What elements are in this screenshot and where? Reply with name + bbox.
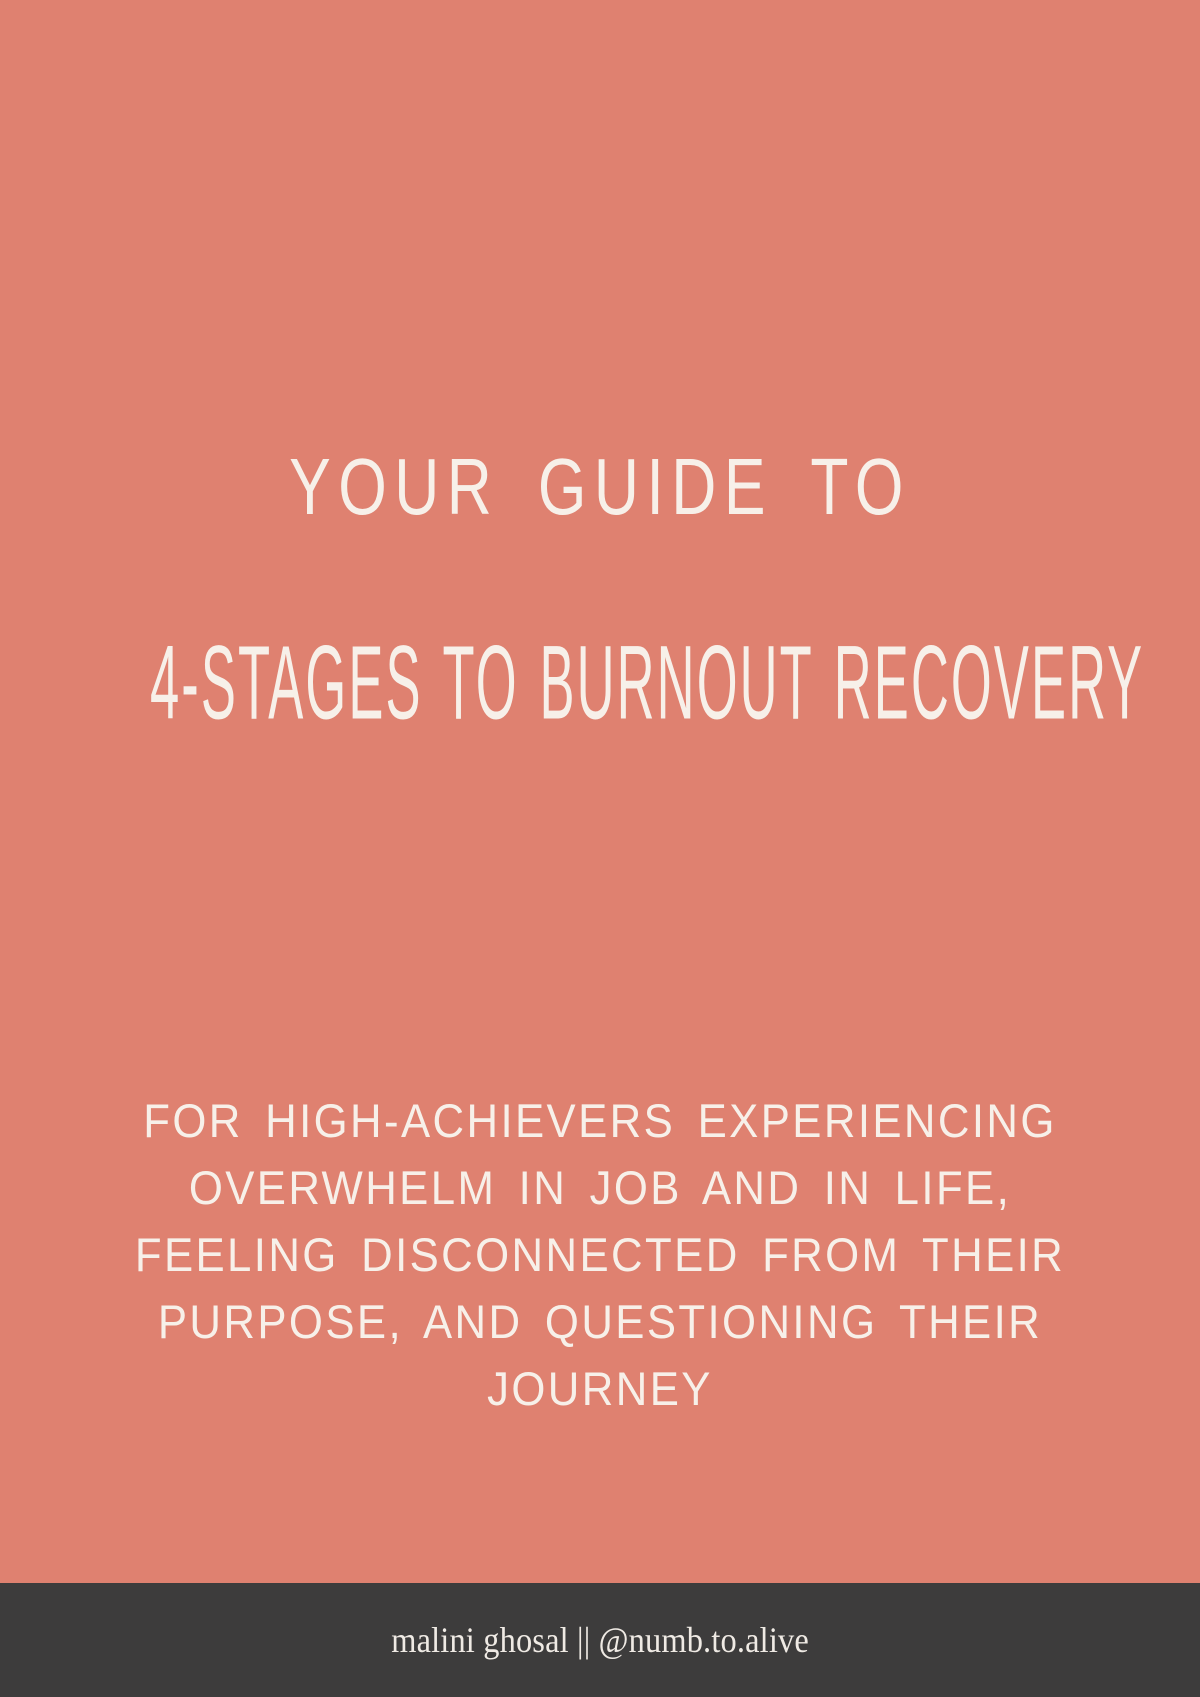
description-line: PURPOSE, AND QUESTIONING THEIR: [157, 1295, 1043, 1348]
description-line: OVERWHELM IN JOB AND IN LIFE,: [188, 1161, 1012, 1214]
description-line: JOURNEY: [487, 1362, 713, 1415]
eyebrow-text: YOUR GUIDE TO: [289, 442, 911, 531]
footer-credit: malini ghosal || @numb.to.alive: [391, 1620, 809, 1660]
description-line: FEELING DISCONNECTED FROM THEIR: [134, 1228, 1066, 1281]
description: [42, 1087, 1158, 1422]
footer-bar: [0, 1583, 1200, 1697]
main-title: 4-STAGES TO BURNOUT RECOVERY: [150, 624, 1145, 741]
description-line: FOR HIGH-ACHIEVERS EXPERIENCING: [143, 1094, 1057, 1147]
